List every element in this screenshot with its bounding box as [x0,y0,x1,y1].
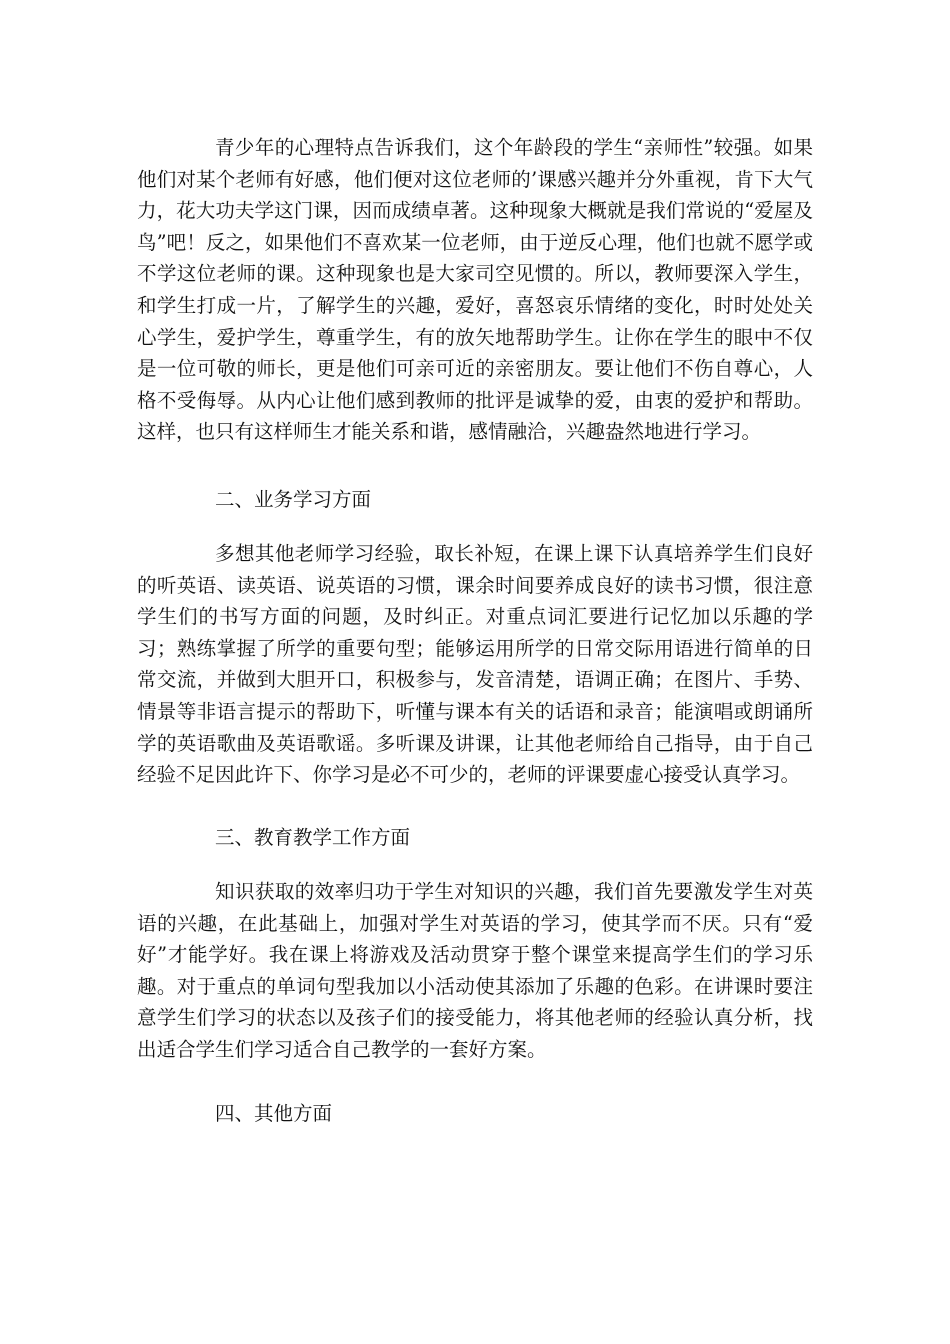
section-heading: 三、教育教学工作方面 [215,826,411,849]
section-heading: 二、业务学习方面 [215,488,372,511]
body-paragraph: 多想其他老师学习经验，取长补短，在课上课下认真培养学生们良好的听英语、读英语、说英语的习惯，课余时间要养成良好的读书习惯，很注意学生们的书写方面的问题，及时纠正。对重点词汇要进行记忆加以乐趣的学习；熟练掌握了所学的重要句型；能够运用所学的日常交际用语进行简单的日常交流，并做到大胆开口，积极参与，发音清楚，语调正确；在图片、手势、情景等非语言提示的帮助下，听懂与课本有关的话语和录音；能演唱或朗诵所学的英语歌曲及英语歌谣。多听课及讲课，让其他老师给自己指导，由于自己经验不足因此许下、你学习是必不可少的，老师的评课要虚心接受认真学习。 [137,542,813,787]
section-heading: 四、其他方面 [215,1102,333,1125]
body-paragraph: 知识获取的效率归功于学生对知识的兴趣，我们首先要激发学生对英语的兴趣，在此基础上，加强对学生对英语的学习，使其学而不厌。只有“爱好”才能学好。我在课上将游戏及活动贯穿于整个课堂来提高学生们的学习乐趣。对于重点的单词句型我加以小活动使其添加了乐趣的色彩。在讲课时要注意学生们学习的状态以及孩子们的接受能力，将其他老师的经验认真分析，找出适合学生们学习适合自己教学的一套好方案。 [137,880,813,1061]
body-paragraph: 青少年的心理特点告诉我们，这个年龄段的学生“亲师性”较强。如果他们对某个老师有好感，他们便对这位老师的’课感兴趣并分外重视，肯下大气力，花大功夫学这门课，因而成绩卓著。这种现象大概就是我们常说的“爱屋及鸟”吧！反之，如果他们不喜欢某一位老师，由于逆反心理，他们也就不愿学或不学这位老师的课。这种现象也是大家司空见惯的。所以，教师要深入学生，和学生打成一片，了解学生的兴趣，爱好，喜怒哀乐情绪的变化，时时处处关心学生，爱护学生，尊重学生，有的放矢地帮助学生。让你在学生的眼中不仅是一位可敬的师长，更是他们可亲可近的亲密朋友。要让他们不伤自尊心，人格不受侮辱。从内心让他们感到教师的批评是诚挚的爱，由衷的爱护和帮助。这样，也只有这样师生才能关系和谐，感情融洽，兴趣盎然地进行学习。 [137,136,813,444]
